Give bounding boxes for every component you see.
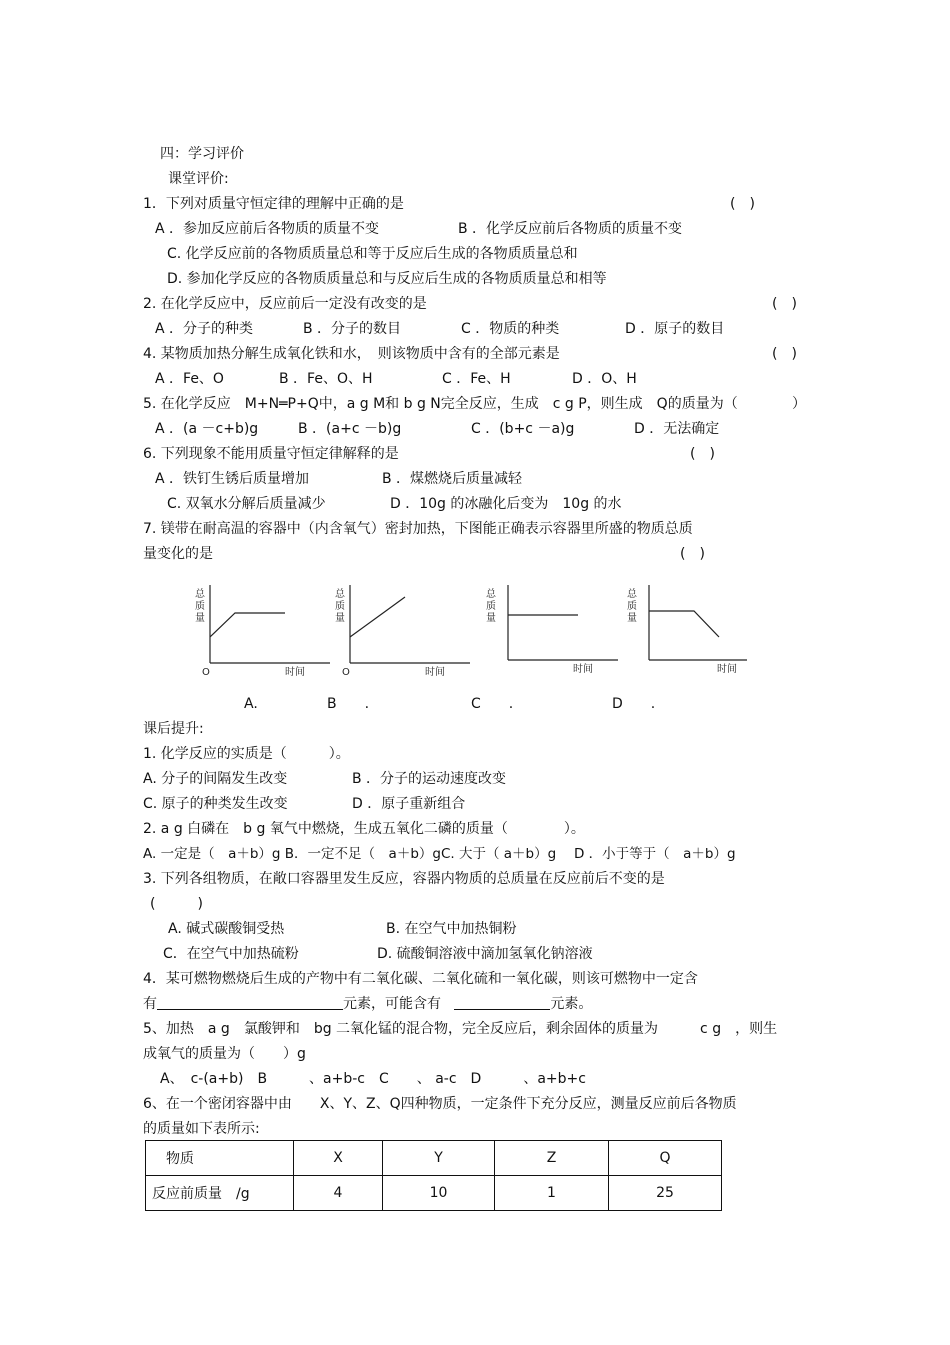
after-class-title: 课后提升: [143,721,204,737]
p4-blank-definite[interactable] [157,995,343,1010]
graph-a-curve [210,613,285,637]
q4-stem: 4. 某物质加热分解生成氧化铁和水， 则该物质中含有的全部元素是 [143,346,560,362]
q2-option-d: D ．原子的数目 [625,321,725,337]
table-header-row [146,1141,722,1176]
table-header-cell: X [294,1141,383,1176]
q6-paren: ( ) [690,446,715,462]
q5-stem: 5. 在化学反应 M+N═P+Q中，a g M和 b g N完全反应，生成 c g P，则生成 Q的质量为（ [143,396,738,412]
q4-option-b: B ．Fe、O、H [279,371,373,387]
q1-paren: ( ) [730,196,755,212]
p4-end: 元素。 [550,996,593,1012]
q6-option-c: C. 双氧水分解后质量减少 [167,496,326,512]
p2-stem: 2. a g 白磷在 b g 氧气中燃烧，生成五氧化二磷的质量（ ）。 [143,821,585,837]
graph-a-ylabel-3: 量 [195,613,205,624]
graph-a [190,575,340,685]
q5-paren: ） [792,396,806,412]
q7-stem-line1: 7. 镁带在耐高温的容器中（内含氧气）密封加热，下图能正确表示容器里所盛的物质总质 [143,521,693,537]
table-header-cell: Q [609,1141,722,1176]
p4-blank-possible[interactable] [454,995,550,1010]
graph-b-ylabel-2: 质 [335,601,345,612]
p3-option-c: C．在空气中加热硫粉 [163,946,299,962]
p3-option-a: A. 碱式碳酸铜受热 [168,921,285,937]
p4-prefix: 有 [143,996,157,1012]
table-cell: 25 [609,1176,722,1211]
q6-option-b: B ．煤燃烧后质量减轻 [382,471,523,487]
graph-a-xlabel: 时间 [285,667,305,678]
p5-stem: 5、加热 a g 氯酸钾和 bg 二氧化锰的混合物，完全反应后，剩余固体的质量为 c g ，则生 [143,1021,778,1037]
table-cell: 1 [495,1176,609,1211]
p5-options: A、 c-(a+b) B 、a+b-c C 、 a-c D 、a+b+c [160,1071,586,1087]
graph-d-xlabel: 时间 [717,664,737,675]
p6-stem: 6、在一个密闭容器中由 X、Y、Z、Q四种物质，一定条件下充分反应，测量反应前后各物质 [143,1096,737,1112]
graph-a-ylabel-1: 总 [195,589,205,600]
q2-option-a: A ．分子的种类 [155,321,254,337]
p1-option-a: A. 分子的间隔发生改变 [143,771,288,787]
table-cell: 4 [294,1176,383,1211]
q2-stem: 2. 在化学反应中，反应前后一定没有改变的是 [143,296,427,312]
p5-line2: 成氧气的质量为（ ）g [143,1046,306,1062]
q1-stem: 1．下列对质量守恒定律的理解中正确的是 [143,196,404,212]
table-header-cell: 物质 [146,1141,294,1176]
q7-option-a: A. [244,696,258,712]
q1-option-c: C. 化学反应前的各物质质量总和等于反应后生成的各物质质量总和 [167,246,578,262]
graph-b-ylabel-3: 量 [335,613,345,624]
p4-stem: 4．某可燃物燃烧后生成的产物中有二氧化碳、二氧化硫和一氧化碳，则该可燃物中一定含 [143,971,698,987]
graph-c [478,575,628,685]
graph-b [330,575,480,685]
q7-option-d: D . [612,696,656,712]
q7-option-c: C . [471,696,514,712]
p6-line2: 的质量如下表所示: [143,1121,260,1137]
q4-option-c: C ．Fe、H [442,371,511,387]
q7-stem-line2: 量变化的是 [143,546,213,562]
graph-b-xlabel: 时间 [425,667,445,678]
q1-option-d: D. 参加化学反应的各物质质量总和与反应后生成的各物质质量总和相等 [167,271,607,287]
table-header-cell: Y [383,1141,495,1176]
mass-table [145,1140,722,1211]
p2-options: A. 一定是（ a＋b）g B．一定不足（ a＋b）gC. 大于（ a＋b）g D ．小于等于（ a＋b）g [143,846,736,862]
q4-option-a: A ．Fe、O [155,371,224,387]
q5-option-a: A ．(a －c+b)g [155,421,259,437]
p4-mid: 元素，可能含有 [343,996,441,1012]
graph-c-xlabel: 时间 [573,664,593,675]
q6-option-d: D ．10g 的冰融化后变为 10g 的水 [390,496,622,512]
q1-option-a: A ．参加反应前后各物质的质量不变 [155,221,380,237]
q2-paren: ( ) [772,296,797,312]
graph-b-curve [350,597,405,637]
graph-a-ylabel-2: 质 [195,601,205,612]
table-cell: 10 [383,1176,495,1211]
table-row [146,1176,722,1211]
table-cell: 反应前质量 /g [146,1176,294,1211]
p1-stem: 1. 化学反应的实质是（ ）。 [143,746,350,762]
p3-option-b: B. 在空气中加热铜粉 [386,921,517,937]
q4-option-d: D ．O、H [572,371,637,387]
q7-option-b: B . [327,696,370,712]
p3-option-d: D. 硫酸铜溶液中滴加氢氧化钠溶液 [377,946,593,962]
graph-c-ylabel-3: 量 [486,613,496,624]
graph-c-ylabel-1: 总 [486,589,496,600]
q6-stem: 6. 下列现象不能用质量守恒定律解释的是 [143,446,399,462]
p1-option-b: B ．分子的运动速度改变 [352,771,507,787]
p4-line2 [143,995,592,1013]
q2-option-c: C ．物质的种类 [461,321,560,337]
graph-d-curve [649,611,719,637]
q4-paren: ( ) [772,346,797,362]
q5-option-c: C ．(b+c －a)g [471,421,575,437]
graph-d-ylabel-3: 量 [627,613,637,624]
q6-option-a: A ．铁钉生锈后质量增加 [155,471,310,487]
q7-paren: ( ) [680,546,705,562]
p3-stem: 3. 下列各组物质，在敞口容器里发生反应，容器内物质的总质量在反应前后不变的是 [143,871,665,887]
class-eval-title: 课堂评价: [168,171,229,187]
q5-option-d: D ．无法确定 [634,421,720,437]
q1-option-b: B ．化学反应前后各物质的质量不变 [458,221,683,237]
graph-b-ylabel-1: 总 [335,589,345,600]
table-header-cell: Z [495,1141,609,1176]
p1-option-c: C. 原子的种类发生改变 [143,796,288,812]
p1-option-d: D ．原子重新组合 [352,796,466,812]
graph-d-ylabel-2: 质 [627,601,637,612]
graph-d [622,575,772,685]
graph-a-origin: O [202,667,210,678]
q5-option-b: B ．(a+c －b)g [298,421,402,437]
p3-paren: ( ) [150,896,203,912]
graph-b-origin: O [342,667,350,678]
q2-option-b: B ．分子的数目 [303,321,402,337]
graph-c-ylabel-2: 质 [486,601,496,612]
section-title: 四：学习评价 [160,146,244,162]
graph-d-ylabel-1: 总 [627,589,637,600]
